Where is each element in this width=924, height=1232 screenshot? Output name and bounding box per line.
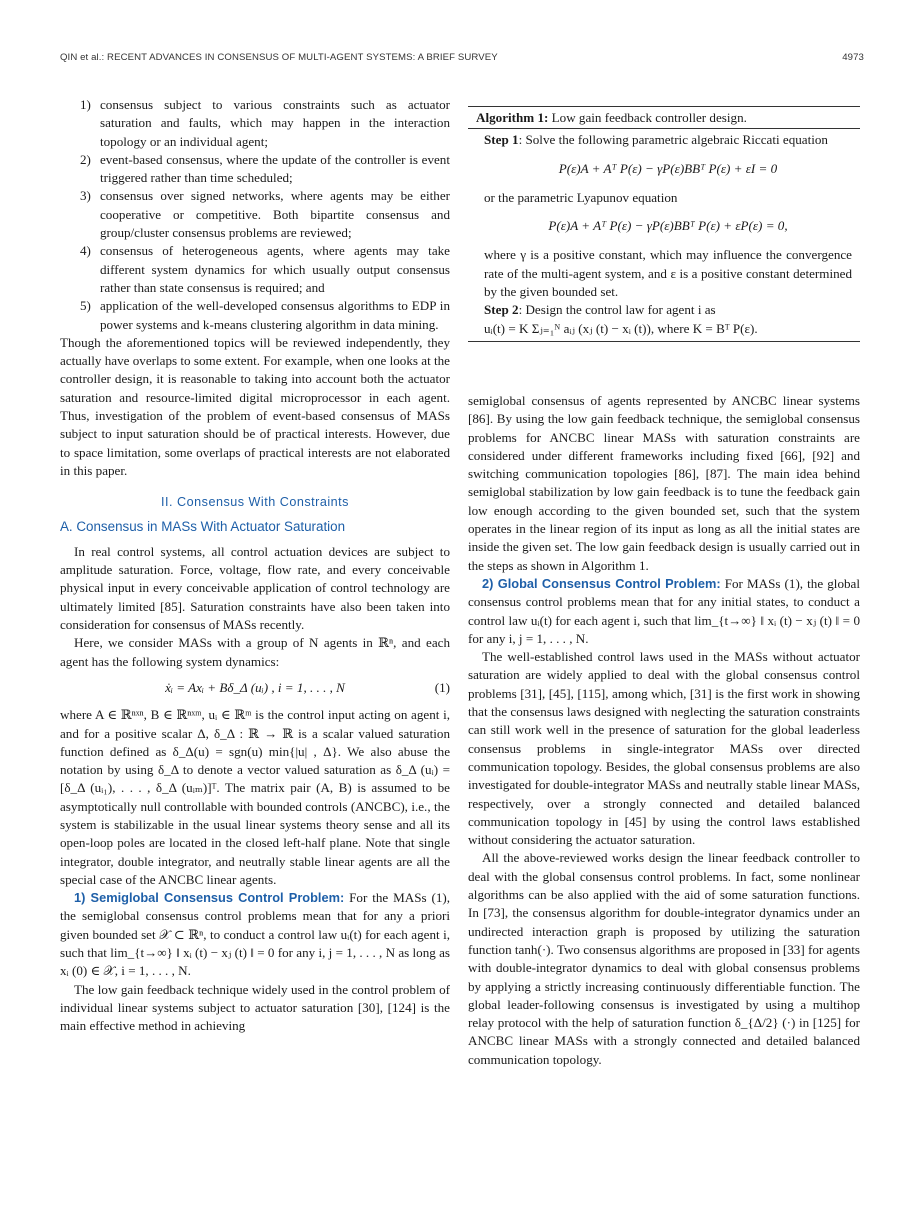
algorithm-step1: Step 1: Solve the following parametric algebraic Riccati equation — [484, 132, 828, 148]
paragraph-semiglobal-cont: semiglobal consensus of agents represented by ANCBC linear systems [86]. By using the low gain feedback technique, the semiglobal consensus problems for ANCBC linear MASs with saturation constraints are considered under different frameworks including fixed [66], [92] and switching communication topologies [86], [87]. The main idea behind semiglobal stabilization by low gain feedback is to tune the feedback gain low enough according to the given bounded set, such that the system operates in the linear region of its input as long as all the initial states are inside the given set. The low gain feedback design is usually carried out in the steps as shown in Algorithm 1. — [468, 393, 860, 573]
right-column — [468, 392, 860, 1069]
algorithm-or: or the parametric Lyapunov equation — [484, 189, 678, 205]
list-item: 4) consensus of heterogeneous agents, where agents may take different system dynamics for which usually output consensus rather than state consensus is required; and — [80, 243, 450, 295]
paragraph-overlap: Though the aforementioned topics will be reviewed independently, they actually have overlaps to some extent. For example, when one looks at the controller design, it is reasonable to taking into account both the actuator saturation and resource-limited digital microprocessor in each agent. Thus, investigation of the problem of event-based consensus of MASs subject to input saturation should be of practical interests. However, due to space limitation, some overlaps of practical interests are not elaborated in this paper. — [60, 334, 450, 478]
riccati-equation: P(ε)A + Aᵀ P(ε) − γP(ε)BBᵀ P(ε) + εI = 0 — [558, 160, 778, 176]
paragraph-well-established: The well-established control laws used in the MASs without actuator saturation are widely applied to deal with the global consensus control problems [31], [45], [115], among which, [31] is the first work in showing that the consensus laws designed with neglecting the saturation constraints can still work well in the presence of saturation for the global leaderless consensus problems in single-integrator MASs over directed communication topology. Besides, the global consensus problems are also investigated for double-integrator MASs and neutrally stable linear MASs, respectively, over a strongly connected and detailed balanced communication topology in [45] by using the control laws established without considering the actuator saturation. — [468, 649, 860, 848]
left-column — [60, 96, 450, 1036]
section-title: II. Consensus With Constraints — [161, 495, 349, 510]
equation-1-body: ẋᵢ = Axᵢ + Bδ_Δ (uᵢ) , i = 1, . . . , N — [165, 679, 345, 695]
paragraph-low-gain: The low gain feedback technique widely used in the control problem of individual linear systems subject to actuator saturation [30], [124] is the main effective method in achieving — [60, 981, 450, 1034]
global-heading: 2) Global Consensus Control Problem: — [482, 575, 721, 591]
algorithm-where: where γ is a positive constant, which may influence the convergence rate of the multi-agent system, and ε is a positive constant determined by the given bounded set. — [484, 247, 852, 300]
algorithm-body — [468, 129, 860, 341]
topic-list — [60, 96, 450, 334]
equation-1-number: (1) — [434, 679, 450, 695]
paragraph-nonlinear: All the above-reviewed works design the linear feedback controller to deal with the global consensus control problems. In fact, some nonlinear algorithms can be also applied with the aid of some saturation functions. In [73], the consensus algorithm for double-integrator dynamics under an undirected interaction graph is proposed by utilizing the saturation function tanh(·). Two consensus algorithms are proposed in [33] for agents with double-integrator dynamics to deal with global consensus problems by applying a strictly increasing continuously differentiable function. The global leader-following consensus is investigated by using a multihop relay protocol with the help of saturation function δ_{Δ/2} (·) in [125] for ANCBC linear MASs with a strongly connected and detailed balanced communication topology. — [468, 850, 860, 1067]
list-item: 1) consensus subject to various constraints such as actuator saturation and faults, which may happen in the interaction topology or an individual agent; — [80, 97, 450, 149]
equation-1 — [60, 679, 450, 697]
semiglobal-text: For the MASs (1), the semiglobal consensus control problems mean that for any a priori given bounded set 𝒳 ⊂ ℝⁿ, to conduct a control law uᵢ(t) for each agent i, such that lim_{t→∞} ‖ xᵢ (t) − xⱼ (t) ‖ = 0 for any i, j = 1, . . . , N as long as xᵢ (0) ∈ 𝒳, i = 1, . . . , N. — [60, 890, 450, 979]
lyapunov-equation: P(ε)A + Aᵀ P(ε) − γP(ε)BBᵀ P(ε) + εP(ε) = 0, — [548, 218, 788, 234]
algorithm-title: Algorithm 1: Low gain feedback controller design. — [468, 107, 860, 129]
algorithm-control-law: uᵢ(t) = K Σⱼ₌₁ᴺ aᵢⱼ (xⱼ (t) − xᵢ (t)), where K = Bᵀ P(ε). — [484, 320, 758, 336]
page-number: 4973 — [842, 52, 864, 63]
semiglobal-heading: 1) Semiglobal Consensus Control Problem: — [74, 890, 345, 906]
list-item: 5) application of the well-developed consensus algorithms to EDP in power systems and k-means clustering algorithm in data mining. — [80, 298, 450, 332]
paragraph-system-intro: Here, we consider MASs with a group of N agents in ℝⁿ, and each agent has the following system dynamics: — [60, 635, 450, 669]
paragraph-semiglobal — [60, 889, 450, 980]
algorithm-box — [468, 106, 860, 342]
paragraph-where: where A ∈ ℝⁿˣⁿ, B ∈ ℝⁿˣᵐ, uᵢ ∈ ℝᵐ is the control input acting on agent i, and for a positive scalar Δ, δ_Δ : ℝ → ℝ is a scalar valued saturation function defined as δ_Δ(u) = sgn(u) min{|u| , Δ}. We also abuse the notation by using δ_Δ to denote a vector valued saturation as δ_Δ (uᵢ) = [δ_Δ (uᵢ₁), . . . , δ_Δ (uᵢₘ)]ᵀ. The matrix pair (A, B) is assumed to be asymptotically null controllable with bounded controls (ANCBC), i.e., the system is stabilizable in the usual linear systems theory sense and all its open-loop poles are located in the closed left-half plane. Note that single integrator, double integrator, and neutrally stable linear agents are all the special case of the ANCBC linear agents. — [60, 707, 450, 887]
algorithm-step2: Step 2: Design the control law for agent i as — [484, 302, 716, 318]
list-item: 2) event-based consensus, where the update of the controller is event triggered rather than time scheduled; — [80, 151, 450, 186]
list-item: 3) consensus over signed networks, where agents may be either cooperative or competitive. Both bipartite consensus and group/cluster consensus problems are reviewed; — [80, 188, 450, 241]
global-text: For MASs (1), the global consensus control problems mean that for any initial states, to conduct a control law uᵢ(t) for each agent i, such that lim_{t→∞} ‖ xᵢ (t) − xⱼ (t) ‖ = 0 for any i, j = 1, . . . , N. — [468, 575, 860, 646]
paragraph-real-systems: In real control systems, all control actuation devices are subject to amplitude saturation. Force, voltage, flow rate, and every conceivable physical input in every conceivable application of control technology are ultimately limited [85]. Saturation constraints have also been taken into consideration for consensus of MASs recently. — [60, 543, 450, 633]
paragraph-global — [468, 575, 860, 648]
running-title: QIN et al.: RECENT ADVANCES IN CONSENSUS OF MULTI-AGENT SYSTEMS: A BRIEF SURVEY — [60, 52, 498, 63]
subsection-title: A. Consensus in MASs With Actuator Saturation — [60, 518, 346, 534]
running-header — [60, 52, 864, 68]
